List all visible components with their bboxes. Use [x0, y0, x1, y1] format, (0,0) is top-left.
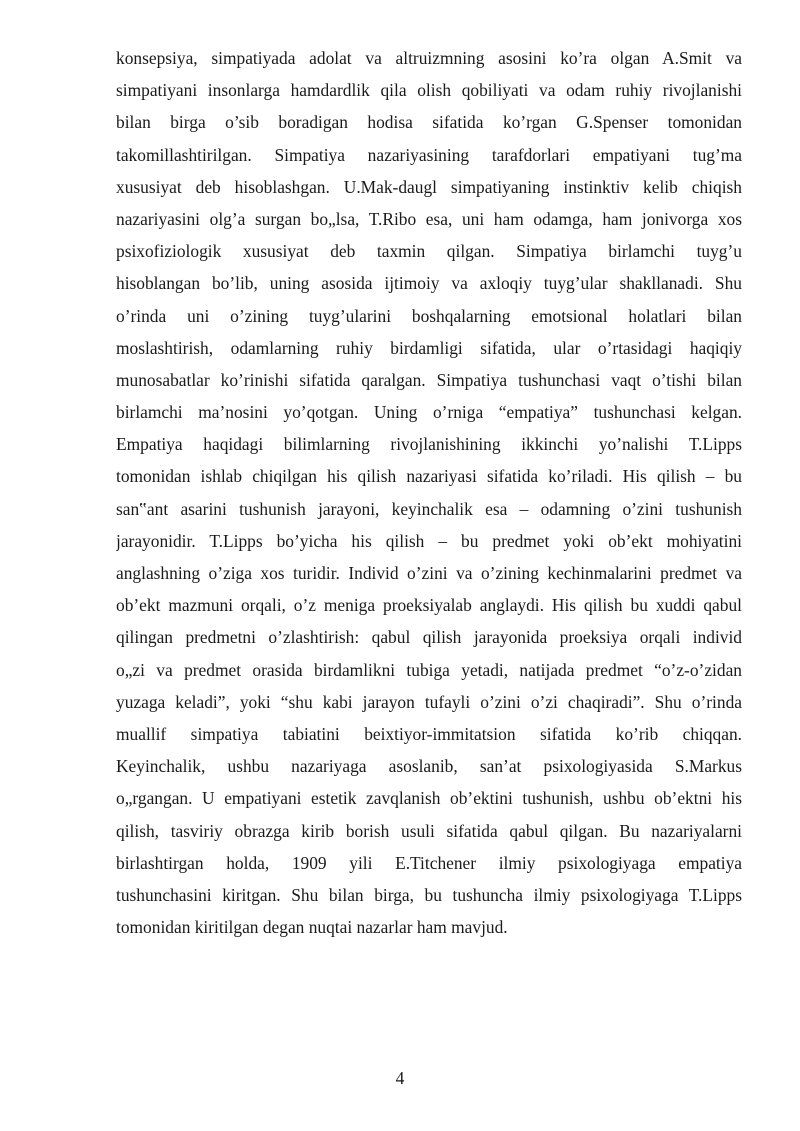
text-line: muallif simpatiya tabiatini beixtiyor-immitatsion sifatida ko’rib chiqqan.	[116, 723, 742, 744]
text-line: qilish, tasviriy obrazga kirib borish usuli sifatida qabul qilgan. Bu nazariyalarni	[116, 820, 742, 841]
text-line: tushunchasini kiritgan. Shu bilan birga, bu tushuncha ilmiy psixologiyaga T.Lipps	[116, 884, 742, 905]
text-line: tomonidan ishlab chiqilgan his qilish nazariyasi sifatida ko’riladi. His qilish – bu	[116, 466, 742, 487]
text-line: xususiyat deb hisoblashgan. U.Mak-daugl simpatiyaning instinktiv kelib chiqish	[116, 176, 742, 197]
text-line: yuzaga keladi”, yoki “shu kabi jarayon tufayli o’zini o’zi chaqiradi”. Shu o’rinda	[116, 691, 742, 712]
body-paragraph	[116, 42, 742, 943]
text-line: o’rinda uni o’zining tuyg’ularini boshqalarning emotsional holatlari bilan	[116, 305, 742, 326]
text-line: munosabatlar ko’rinishi sifatida qaralgan. Simpatiya tushunchasi vaqt o’tishi bilan	[116, 369, 742, 390]
text-line: hisoblangan bo’lib, uning asosida ijtimoiy va axloqiy tuyg’ular shakllanadi. Shu	[116, 273, 742, 294]
page-number: 4	[395, 1068, 405, 1088]
text-line: Empatiya haqidagi bilimlarning rivojlanishining ikkinchi yo’nalishi T.Lipps	[116, 434, 742, 455]
text-line: takomillashtirilgan. Simpatiya nazariyasining tarafdorlari empatiyani tug’ma	[116, 144, 742, 165]
text-line: bilan birga o’sib boradigan hodisa sifatida ko’rgan G.Spenser tomonidan	[116, 112, 742, 133]
text-line: o„zi va predmet orasida birdamlikni tubiga yetadi, natijada predmet “o’z-o’zidan	[116, 659, 742, 680]
text-line: jarayonidir. T.Lipps bo’yicha his qilish – bu predmet yoki ob’ekt mohiyatini	[116, 530, 742, 551]
text-line: Keyinchalik, ushbu nazariyaga asoslanib, san’at psixologiyasida S.Markus	[116, 756, 742, 777]
text-line: qilingan predmetni o’zlashtirish: qabul qilish jarayonida proeksiya orqali individ	[116, 627, 742, 648]
text-line-last: tomonidan kiritilgan degan nuqtai nazarlar ham mavjud.	[116, 917, 508, 938]
text-line: moslashtirish, odamlarning ruhiy birdamligi sifatida, ular o’rtasidagi haqiqiy	[116, 337, 742, 358]
text-line: simpatiyani insonlarga hamdardlik qila olish qobiliyati va odam ruhiy rivojlanishi	[116, 80, 742, 101]
text-line: nazariyasini olg’a surgan bo„lsa, T.Ribo esa, uni ham odamga, ham jonivorga xos	[116, 208, 742, 229]
text-line: birlashtirgan holda, 1909 yili E.Titchener ilmiy psixologiyaga empatiya	[116, 852, 742, 873]
text-line: ob’ekt mazmuni orqali, o’z meniga proeksiyalab anglaydi. His qilish bu xuddi qabul	[116, 595, 742, 616]
text-line: san‟ant asarini tushunish jarayoni, keyinchalik esa – odamning o’zini tushunish	[116, 498, 742, 519]
text-line: anglashning o’ziga xos turidir. Individ o’zini va o’zining kechinmalarini predmet va	[116, 563, 742, 583]
text-line: birlamchi ma’nosini yo’qotgan. Uning o’rniga “empatiya” tushunchasi kelgan.	[116, 402, 742, 423]
text-line: o„rgangan. U empatiyani estetik zavqlanish ob’ektini tushunish, ushbu ob’ektni his	[116, 788, 742, 809]
text-line: konsepsiya, simpatiyada adolat va altruizmning asosini ko’ra olgan A.Smit va	[116, 48, 742, 68]
text-line: psixofiziologik xususiyat deb taxmin qilgan. Simpatiya birlamchi tuyg’u	[116, 241, 742, 262]
